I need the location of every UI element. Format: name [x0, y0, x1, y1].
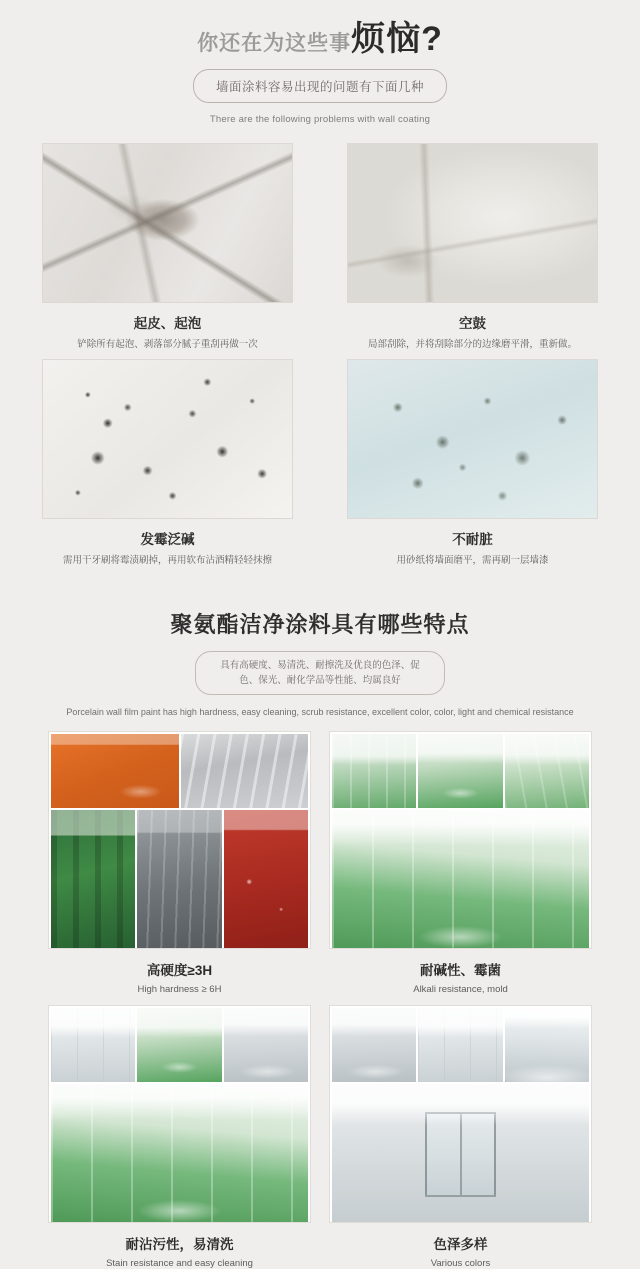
feature-card — [329, 731, 592, 995]
problem-description: 用砂纸将墙面磨平，需再刷一层墙漆 — [396, 555, 549, 567]
feature-card — [329, 1005, 592, 1269]
features-subtitle-badge: 具有高硬度、易清洗、耐擦洗及优良的色泽、促色、保光、耐化学品等性能、均属良好 — [195, 651, 445, 695]
hero-section — [0, 0, 640, 125]
collage-cell — [332, 734, 416, 808]
problem-photo-hollow — [347, 143, 598, 303]
collage-cell — [332, 810, 589, 948]
hero-subtitle-wrap — [0, 69, 640, 103]
collage-cell — [51, 1084, 308, 1222]
problem-title: 空鼓 — [459, 316, 486, 331]
problem-title: 起皮、起泡 — [133, 316, 202, 331]
feature-title: 耐沾污性，易清洗 — [125, 1236, 234, 1252]
problem-title: 发霉泛碱 — [140, 532, 195, 548]
feature-card — [48, 731, 311, 995]
collage-cell — [137, 810, 221, 948]
collage-cell — [137, 1008, 221, 1082]
hero-subtitle-badge: 墙面涂料容易出现的问题有下面几种 — [193, 69, 447, 103]
problem-photo-dirt — [347, 359, 598, 519]
feature-title-english: Various colors — [430, 1257, 491, 1269]
collage-cell — [224, 810, 308, 948]
features-header — [0, 608, 640, 717]
collage-cell — [224, 1008, 308, 1082]
collage-cell — [505, 734, 589, 808]
collage-row-bottom — [51, 1084, 308, 1222]
collage-cell — [181, 734, 309, 808]
features-grid — [0, 731, 640, 1269]
problem-photo-mold — [42, 359, 293, 519]
problem-description: 铲除所有起泡、剥落部分腻子重刮再做一次 — [77, 339, 258, 350]
collage-cell — [51, 734, 179, 808]
feature-collage-hardness — [48, 731, 311, 949]
feature-collage-alkali — [329, 731, 592, 949]
collage-row-top — [51, 734, 308, 808]
collage-cell — [418, 734, 502, 808]
feature-title-english: Alkali resistance, mold — [413, 983, 508, 995]
page-title-part2: 烦恼? — [351, 20, 443, 58]
feature-title: 耐碱性、霉菌 — [420, 962, 501, 978]
feature-title-english: Stain resistance and easy cleaning — [106, 1257, 253, 1269]
problem-title: 不耐脏 — [452, 532, 493, 548]
cleanroom-door — [425, 1112, 497, 1198]
features-subtitle-wrap — [0, 651, 640, 695]
problems-grid — [0, 143, 640, 568]
problem-description: 局部刮除，并将刮除部分的边缘磨平滑，重新做。 — [367, 339, 577, 350]
collage-cell — [332, 1008, 416, 1082]
collage-cell — [332, 1084, 589, 1222]
feature-title: 色泽多样 — [433, 1236, 488, 1252]
collage-row-bottom — [51, 810, 308, 948]
collage-row-top — [51, 1008, 308, 1082]
problem-card — [347, 359, 598, 567]
features-english-caption: Porcelain wall film paint has high hardness, easy cleaning, scrub resistance, excellent color, color, light and chemical resistance — [66, 706, 574, 717]
problem-card — [42, 143, 293, 351]
page-title-part1: 你还在为这些事 — [197, 32, 352, 55]
features-title: 聚氨酯洁净涂料具有哪些特点 — [170, 611, 470, 637]
problem-description: 需用干牙刷将霉渍刷掉，再用软布沾酒精轻轻抹擦 — [62, 555, 272, 567]
problem-photo-peeling — [42, 143, 293, 303]
feature-collage-stain — [48, 1005, 311, 1223]
page-title — [197, 22, 443, 56]
collage-cell — [51, 810, 135, 948]
collage-row-bottom — [332, 810, 589, 948]
hero-english-caption: There are the following problems with wall coating — [209, 114, 431, 125]
collage-cell — [418, 1008, 502, 1082]
feature-card — [48, 1005, 311, 1269]
problem-card — [347, 143, 598, 351]
collage-cell — [505, 1008, 589, 1082]
feature-title-english: High hardness ≥ 6H — [137, 983, 222, 995]
feature-collage-colors — [329, 1005, 592, 1223]
problem-card — [42, 359, 293, 567]
feature-title: 高硬度≥3H — [146, 962, 213, 978]
collage-cell — [51, 1008, 135, 1082]
collage-row-top — [332, 734, 589, 808]
collage-row-bottom — [332, 1084, 589, 1222]
collage-row-top — [332, 1008, 589, 1082]
